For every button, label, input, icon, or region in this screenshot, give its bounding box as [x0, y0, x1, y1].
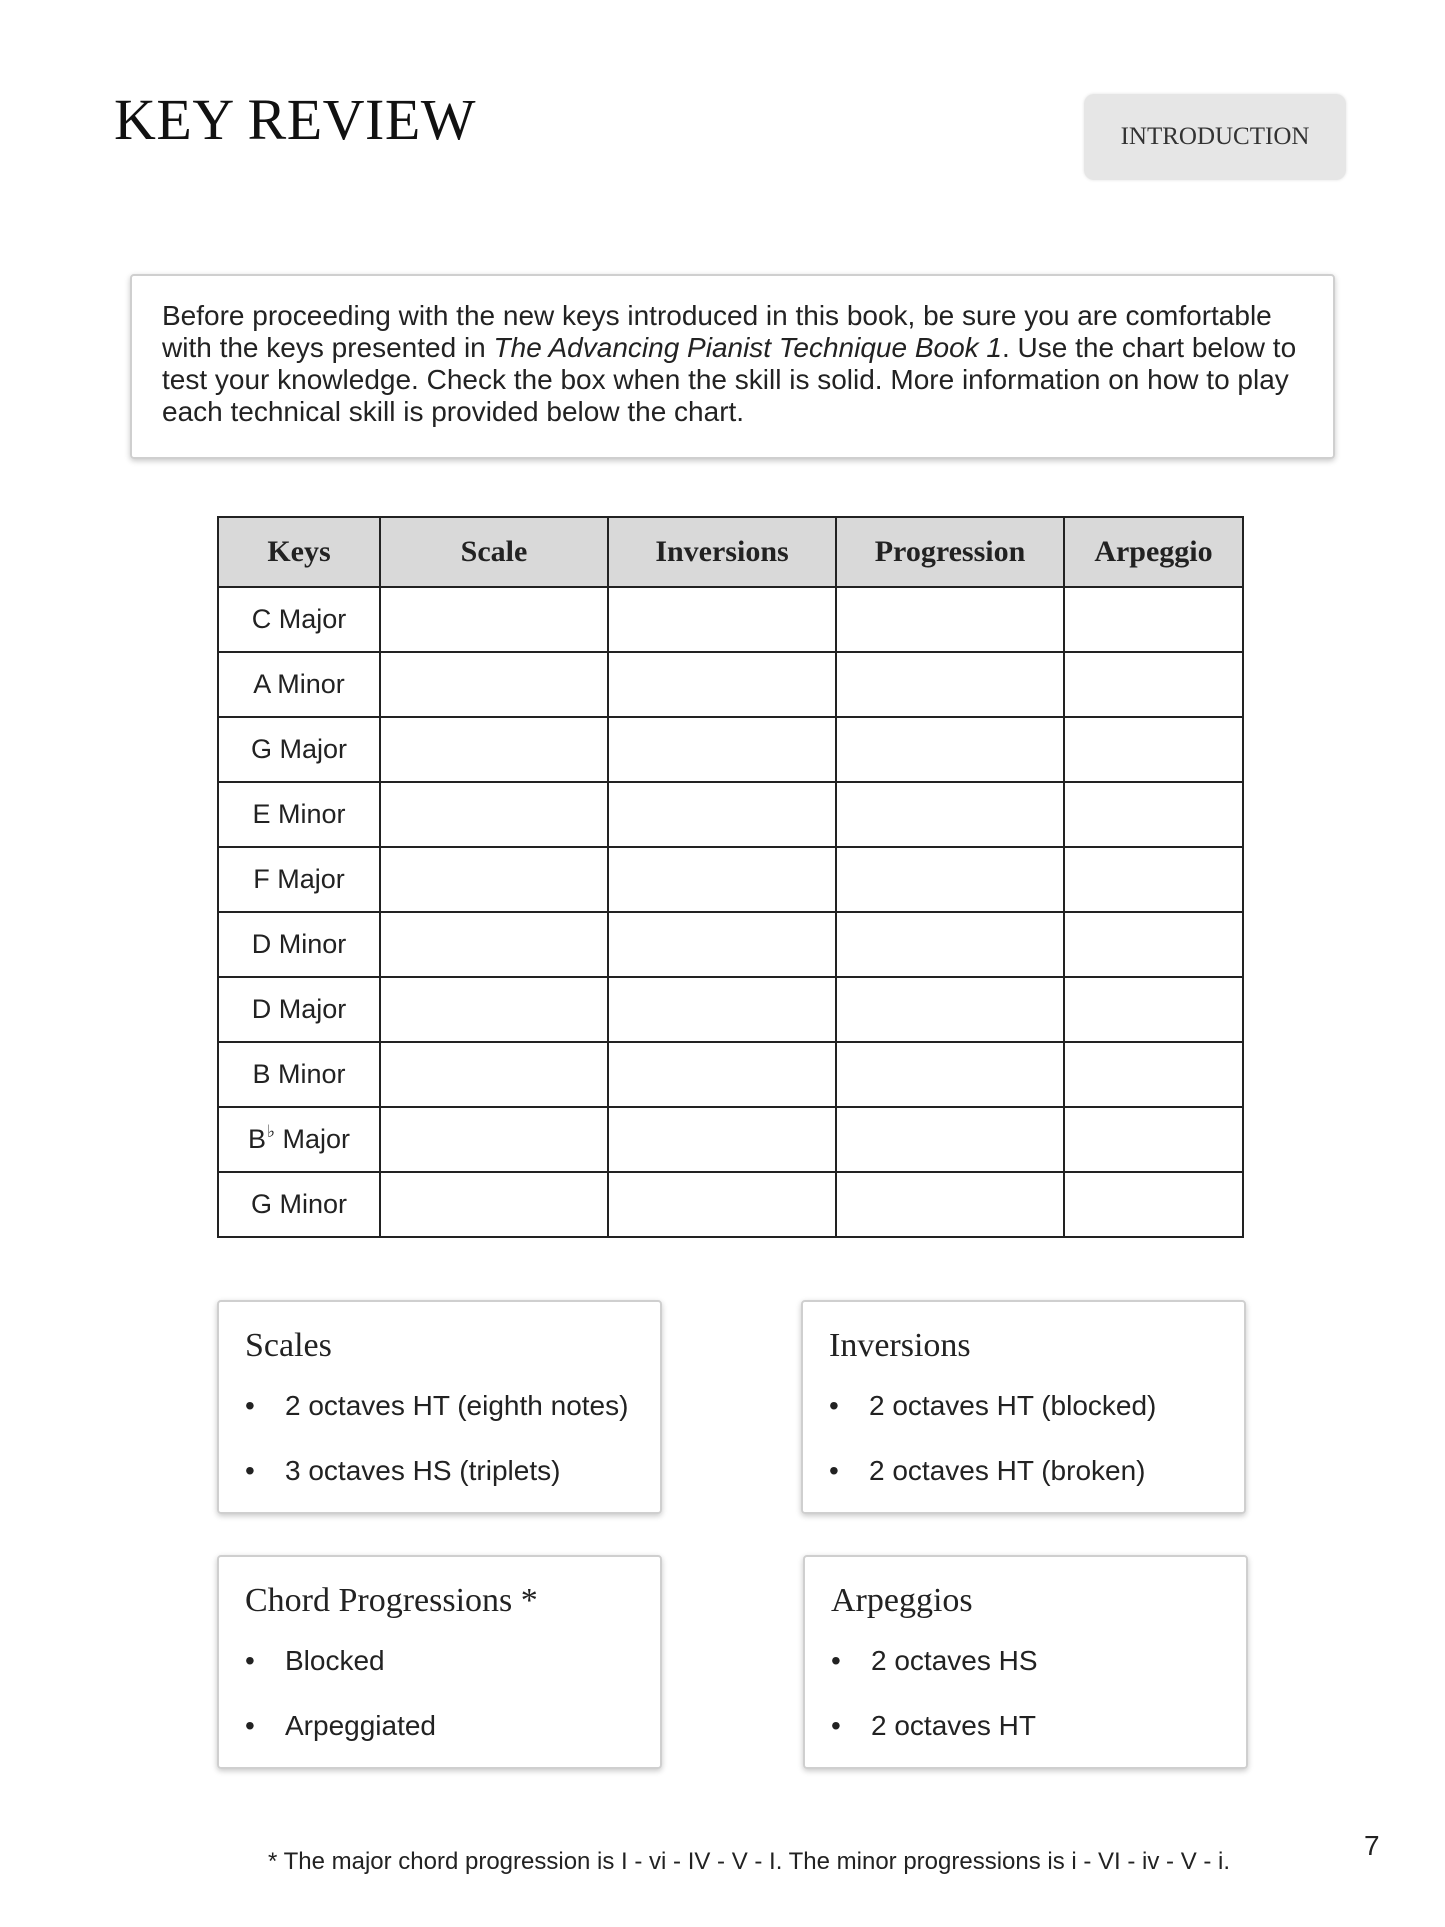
progression-check-box[interactable] — [836, 717, 1064, 782]
table-row — [218, 1107, 1243, 1172]
progression-check-box[interactable] — [836, 1107, 1064, 1172]
arpeggio-check-box[interactable] — [1064, 977, 1243, 1042]
chart-header-row — [218, 517, 1243, 587]
scales-list — [245, 1378, 634, 1508]
bullet-icon: • — [831, 1645, 841, 1676]
arpeggio-check-box[interactable] — [1064, 1172, 1243, 1237]
list-item-text: 2 octaves HT (broken) — [869, 1455, 1146, 1486]
progression-check-box[interactable] — [836, 1172, 1064, 1237]
header-progression: Progression — [836, 517, 1064, 587]
key-cell: C Major — [218, 587, 380, 652]
list-item-text: Blocked — [285, 1645, 385, 1676]
key-review-chart — [217, 516, 1244, 1238]
scale-check-box[interactable] — [380, 1107, 608, 1172]
progression-check-box[interactable] — [836, 1042, 1064, 1107]
list-item — [245, 1443, 634, 1508]
arpeggio-check-box[interactable] — [1064, 652, 1243, 717]
inversions-card-title: Inversions — [829, 1327, 971, 1364]
inversions-check-box[interactable] — [608, 587, 836, 652]
footnote: * The major chord progression is I - vi - IV - V - I. The minor progressions is i - VI - iv - V - i. — [268, 1848, 1231, 1875]
arpeggios-card-title: Arpeggios — [831, 1582, 973, 1619]
chord-progressions-card-title: Chord Progressions * — [245, 1582, 538, 1619]
header-arpeggio: Arpeggio — [1064, 517, 1243, 587]
key-cell: D Minor — [218, 912, 380, 977]
key-cell: G Minor — [218, 1172, 380, 1237]
inversions-check-box[interactable] — [608, 1107, 836, 1172]
bullet-icon: • — [245, 1390, 255, 1421]
scales-card — [217, 1300, 662, 1514]
intro-text-2: . Use the chart below to test your knowledge. Check the box when the skill is solid. More information on how to play each technical skill is provided below the chart. — [162, 332, 1297, 427]
bullet-icon: • — [245, 1710, 255, 1741]
table-row — [218, 717, 1243, 782]
arpeggio-check-box[interactable] — [1064, 1107, 1243, 1172]
inversions-check-box[interactable] — [608, 782, 836, 847]
list-item-text: 3 octaves HS (triplets) — [285, 1455, 561, 1486]
arpeggio-check-box[interactable] — [1064, 847, 1243, 912]
inversions-check-box[interactable] — [608, 977, 836, 1042]
section-tag: INTRODUCTION — [1084, 94, 1346, 180]
progression-check-box[interactable] — [836, 652, 1064, 717]
scale-check-box[interactable] — [380, 977, 608, 1042]
scale-check-box[interactable] — [380, 912, 608, 977]
list-item-text: Arpeggiated — [285, 1710, 437, 1741]
list-item — [245, 1378, 634, 1443]
arpeggio-check-box[interactable] — [1064, 782, 1243, 847]
bullet-icon: • — [245, 1455, 255, 1486]
list-item — [829, 1378, 1218, 1443]
inversions-check-box[interactable] — [608, 717, 836, 782]
bullet-icon: • — [245, 1645, 255, 1676]
key-cell: D Major — [218, 977, 380, 1042]
chord-progressions-card — [217, 1555, 662, 1769]
arpeggio-check-box[interactable] — [1064, 1042, 1243, 1107]
list-item — [829, 1443, 1218, 1508]
key-cell: G Major — [218, 717, 380, 782]
key-cell: B Minor — [218, 1042, 380, 1107]
page-title: KEY REVIEW — [114, 87, 477, 152]
scale-check-box[interactable] — [380, 587, 608, 652]
table-row — [218, 1172, 1243, 1237]
list-item-text: 2 octaves HS — [871, 1645, 1038, 1676]
intro-book-title: The Advancing Pianist Technique Book 1 — [493, 332, 1002, 363]
inversions-list — [829, 1378, 1218, 1508]
list-item-text: 2 octaves HT — [871, 1710, 1036, 1741]
progression-check-box[interactable] — [836, 847, 1064, 912]
list-item-text: 2 octaves HT (eighth notes) — [285, 1390, 629, 1421]
bullet-icon: • — [831, 1710, 841, 1741]
table-row — [218, 1042, 1243, 1107]
progression-check-box[interactable] — [836, 782, 1064, 847]
scale-check-box[interactable] — [380, 1042, 608, 1107]
list-item — [831, 1698, 1220, 1763]
scale-check-box[interactable] — [380, 1172, 608, 1237]
list-item-text: 2 octaves HT (blocked) — [869, 1390, 1157, 1421]
key-cell — [218, 1107, 380, 1172]
bullet-icon: • — [829, 1455, 839, 1486]
table-row — [218, 912, 1243, 977]
inversions-card — [801, 1300, 1246, 1514]
scale-check-box[interactable] — [380, 782, 608, 847]
inversions-check-box[interactable] — [608, 847, 836, 912]
key-cell: F Major — [218, 847, 380, 912]
header-scale: Scale — [380, 517, 608, 587]
arpeggio-check-box[interactable] — [1064, 912, 1243, 977]
page-number: 7 — [1364, 1830, 1380, 1861]
list-item — [245, 1698, 634, 1763]
inversions-check-box[interactable] — [608, 652, 836, 717]
scales-card-title: Scales — [245, 1327, 332, 1364]
progression-check-box[interactable] — [836, 587, 1064, 652]
table-row — [218, 977, 1243, 1042]
arpeggios-card — [803, 1555, 1248, 1769]
arpeggio-check-box[interactable] — [1064, 587, 1243, 652]
table-row — [218, 782, 1243, 847]
bullet-icon: • — [829, 1390, 839, 1421]
header-inversions: Inversions — [608, 517, 836, 587]
header-keys: Keys — [218, 517, 380, 587]
scale-check-box[interactable] — [380, 847, 608, 912]
scale-check-box[interactable] — [380, 652, 608, 717]
arpeggios-list — [831, 1633, 1220, 1763]
intro-box — [130, 274, 1335, 459]
inversions-check-box[interactable] — [608, 1042, 836, 1107]
key-cell: E Minor — [218, 782, 380, 847]
scale-check-box[interactable] — [380, 717, 608, 782]
inversions-check-box[interactable] — [608, 1172, 836, 1237]
list-item — [245, 1633, 634, 1698]
intro-text-1: Before proceeding with the new keys introduced in this book, be sure you are comfortable with the keys presented in — [162, 300, 1272, 363]
key-letter: B — [247, 1124, 266, 1154]
arpeggio-check-box[interactable] — [1064, 717, 1243, 782]
flat-sign: ♭ — [266, 1122, 275, 1141]
list-item — [831, 1633, 1220, 1698]
table-row — [218, 652, 1243, 717]
progression-check-box[interactable] — [836, 977, 1064, 1042]
progression-check-box[interactable] — [836, 912, 1064, 977]
inversions-check-box[interactable] — [608, 912, 836, 977]
key-cell: A Minor — [218, 652, 380, 717]
table-row — [218, 587, 1243, 652]
chord-progressions-list — [245, 1633, 634, 1763]
key-quality: Major — [282, 1124, 351, 1154]
table-row — [218, 847, 1243, 912]
